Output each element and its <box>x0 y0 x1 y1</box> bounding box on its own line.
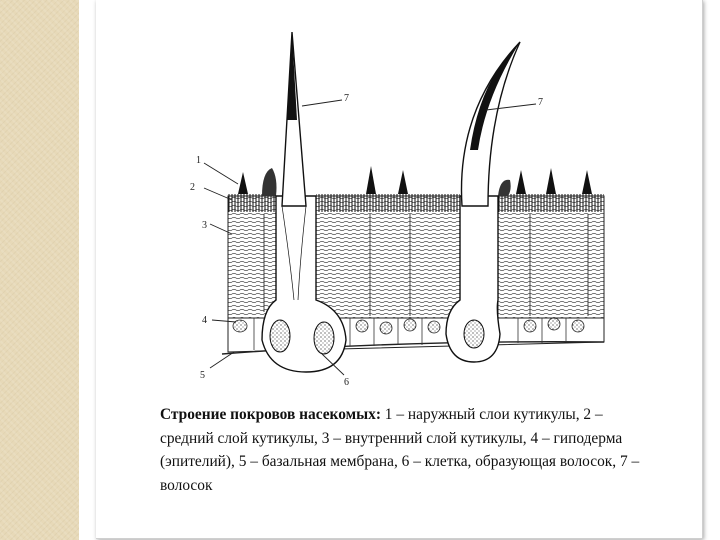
figure-caption <box>160 403 660 497</box>
caption-body: 1 – наружный слои кутикулы, 2 – средний слой кутикулы, 3 – внутренний слой кутикулы, 4 – гиподерма (эпителий), 5 – базальная мембрана, 6 – клетка, образующая волосок, 7 – волосок <box>160 406 640 494</box>
label-6: 6 <box>344 377 349 388</box>
label-3: 3 <box>202 220 207 231</box>
label-7-left: 7 <box>344 93 349 104</box>
caption-title: Строение покровов насекомых: <box>160 406 381 423</box>
label-2: 2 <box>190 182 195 193</box>
label-4: 4 <box>202 315 207 326</box>
label-5: 5 <box>200 370 205 381</box>
label-7-right: 7 <box>538 97 543 108</box>
label-1: 1 <box>196 155 201 166</box>
